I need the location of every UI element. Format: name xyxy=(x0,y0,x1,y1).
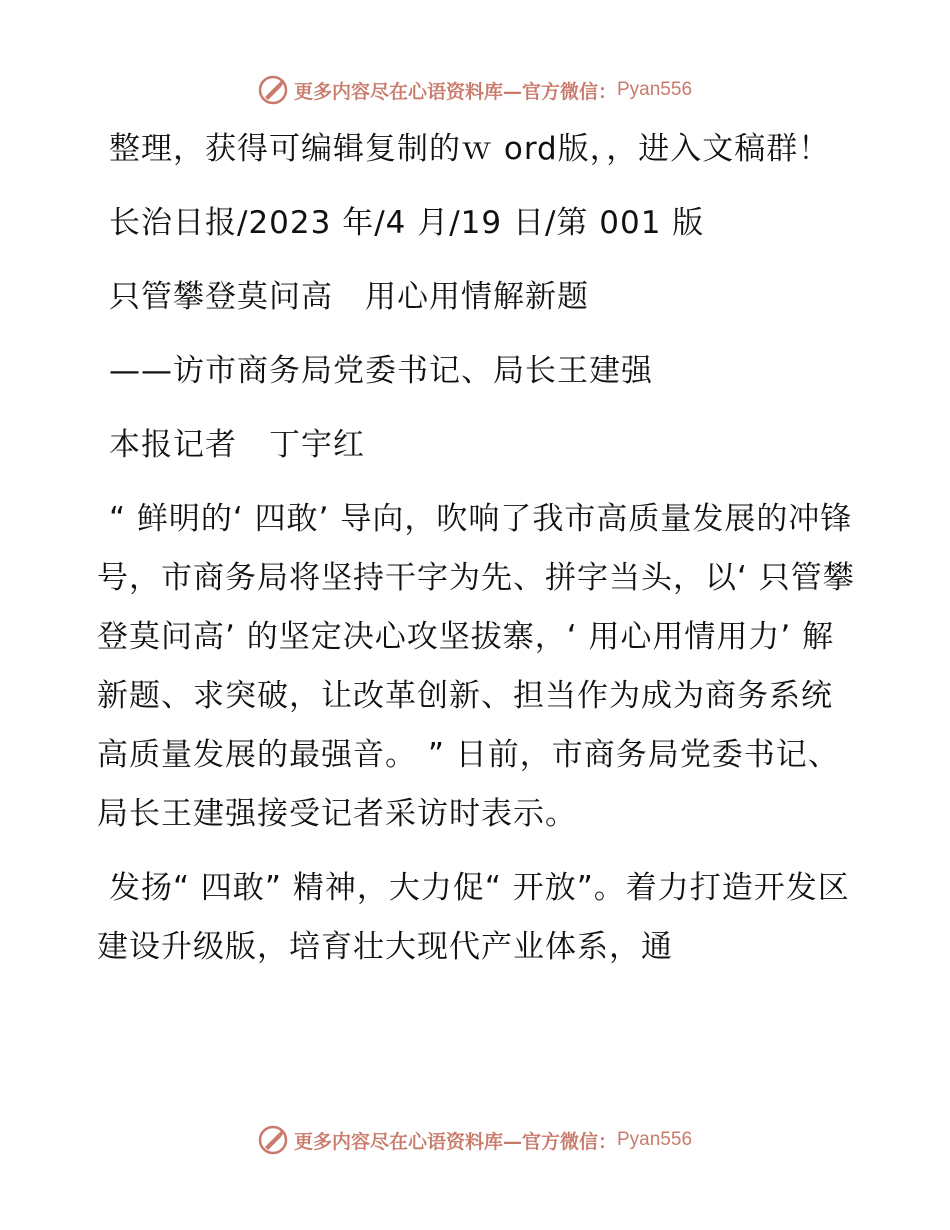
paragraph-body: 发扬“ 四敢” 精神，大力促“ 开放”。着力打造开发区建设升级版，培育壮大现代产业体系，通 xyxy=(97,870,850,965)
paragraph-subheadline: ——访市商务局党委书记、局长王建强 xyxy=(109,353,653,389)
paragraph-byline: 本报记者 丁宇红 xyxy=(109,427,365,463)
watermark-banner-top xyxy=(0,70,950,110)
watermark-text: 更多内容尽在心语资料库—官方微信： xyxy=(293,80,617,103)
watermark-banner-bottom xyxy=(0,1120,950,1160)
paragraph-intro: 整理，获得可编辑复制的ｗ ord版，，进入文稿群！ xyxy=(109,131,831,167)
paragraph-source-line: 长治日报/2023 年/4 月/19 日/第 001 版 xyxy=(109,205,705,241)
watermark-text: 更多内容尽在心语资料库—官方微信： xyxy=(293,1130,617,1153)
watermark-id: Pyan556 xyxy=(617,79,693,100)
watermark-id: Pyan556 xyxy=(617,1129,693,1150)
quill-logo-icon xyxy=(258,1125,288,1155)
article-body xyxy=(97,120,857,992)
paragraph-headline: 只管攀登莫问高 用心用情解新题 xyxy=(109,279,589,315)
paragraph-quote: “ 鲜明的‘ 四敢’ 导向，吹响了我市高质量发展的冲锋号，市商务局将坚持干字为先、拼字当头，以‘ 只管攀登莫问高’ 的坚定决心攻坚拔寨，‘ 用心用情用力’ 解新题、求突破，让改革创新、担当作为成为商务系统高质量发展的最强音。 ” 日前，市商务局党委书记、局长王建强接受记者采访时表示。 xyxy=(97,501,855,832)
quill-logo-icon xyxy=(258,75,288,105)
